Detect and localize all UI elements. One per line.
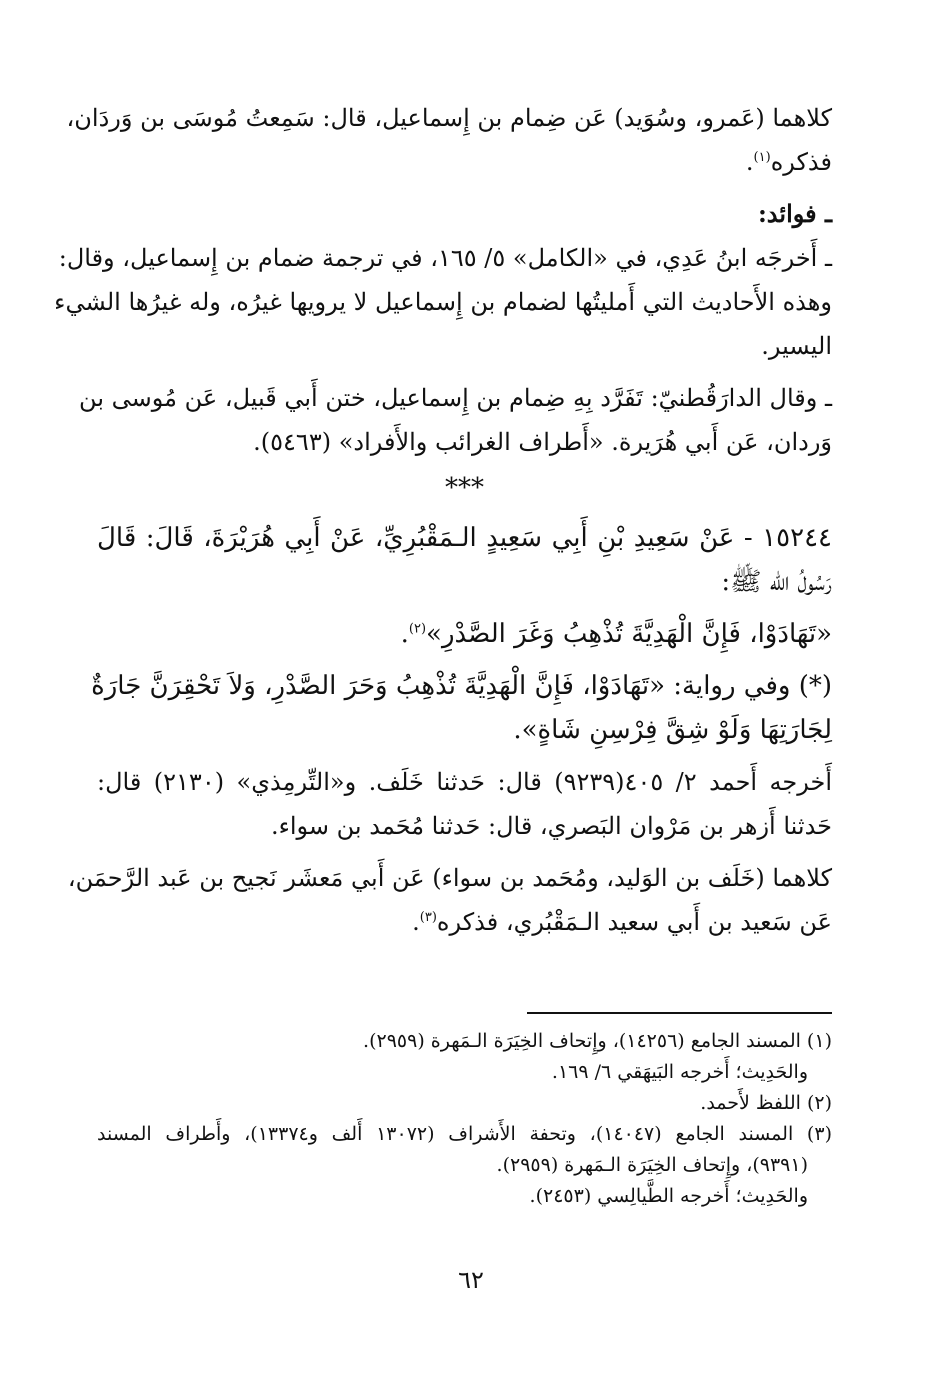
footnote-ref[interactable]: (١) <box>753 150 771 165</box>
page-number: ٦٢ <box>458 1266 484 1294</box>
footnote-divider <box>527 1012 832 1014</box>
text-line: أَخرجه أَحمد ٢/ ٤٠٥(٩٢٣٩) قال: حَدثنا خَلَف. و«التِّرمِذي» (٢١٣٠) قال: <box>97 768 832 796</box>
text-line: ـ وقال الدارَقُطنيّ: تَفَرَّد بِهِ ضِمام بن إِسماعيل، ختن أَبي قَبيل، عَن مُوسى بن <box>79 384 832 412</box>
text-fragment: «تَهَادَوْا، فَإِنَّ الْهَدِيَّةَ تُذْهِبُ وَغَرَ الصَّدْرِ» <box>426 619 832 649</box>
text-line: كلاهما (عَمرو، وسُوَيد) عَن ضِمام بن إِسماعيل، قال: سَمِعتُ مُوسَى بن وَردَان، <box>66 104 832 132</box>
text-line <box>97 900 832 944</box>
footnote: والحَدِيث؛ أَخرجه البَيهَقي ٦/ ١٦٩. <box>551 1061 808 1083</box>
footnote: (٢) اللفظ لأَحمد. <box>700 1092 832 1114</box>
footnotes <box>97 1026 832 1212</box>
text-line: وهذه الأَحاديث التي أَمليتُها لضمام بن إِسماعيل لا يرويها غيرُه، وله غيرُها الشيء <box>54 288 832 316</box>
section-heading: ـ فوائد: <box>757 199 832 228</box>
hadith-line: ١٥٢٤٤ - عَنْ سَعِيدِ بْنِ أَبِي سَعِيدٍ الـمَقْبُرِيِّ، عَنْ أَبِي هُرَيْرَةَ، قَالَ: قَالَ <box>97 523 832 553</box>
hadith-line: رَسُولُ الله ﷺ: <box>721 567 832 597</box>
hadith-variant-line: (*) وفي رواية: «تَهَادَوْا، فَإِنَّ الْهَدِيَّةَ تُذْهِبُ وَحَرَ الصَّدْرِ، وَلاَ تَحْقِرَنَّ جَارَةٌ <box>91 671 832 701</box>
hadith-text <box>97 612 832 656</box>
text-fragment: . <box>745 148 754 176</box>
text-line: اليسير. <box>761 332 832 360</box>
footnote: (١) المسند الجامع (١٤٢٥٦)، وإِتحاف الخِيَرَة الـمَهرة (٢٩٥٩). <box>363 1030 832 1052</box>
footnote: (٩٣٩١)، وإِتحاف الخِيَرَة الـمَهرة (٢٩٥٩). <box>496 1154 808 1176</box>
footnote-ref[interactable]: (٣) <box>419 910 437 925</box>
text-fragment: عَن سَعيد بن أَبي سعيد الـمَقْبُري، فذكره <box>436 908 832 936</box>
text-fragment: فذكره <box>770 148 832 176</box>
text-line <box>97 140 832 184</box>
text-line: وَردان، عَن أَبي هُرَيرة. «أَطراف الغرائب والأَفراد» (٥٤٦٣). <box>253 428 832 456</box>
text-line: كلاهما (خَلَف بن الوَليد، ومُحَمد بن سواء) عَن أَبي مَعشَر نَجيح بن عَبد الرَّحمَن، <box>67 864 832 892</box>
text-fragment: . <box>412 908 420 936</box>
section-separator: *** <box>445 473 484 503</box>
text-fragment: . <box>400 619 409 649</box>
main-text <box>54 96 832 944</box>
text-line: ـ أَخرجَه ابنُ عَدِي، في «الكامل» ٥/ ١٦٥، في ترجمة ضمام بن إِسماعيل، وقال: <box>58 244 832 272</box>
footnote: (٣) المسند الجامع (١٤٠٤٧)، وتحفة الأَشراف (١٣٠٧٢ أَلف و١٣٣٧٤)، وأَطراف المسند <box>97 1123 832 1145</box>
text-line: حَدثنا أَزهر بن مَرْوان البَصري، قال: حَدثنا مُحَمد بن سواء. <box>270 812 832 840</box>
footnote: والحَدِيث؛ أَخرجه الطَّيالِسي (٢٤٥٣). <box>529 1185 808 1207</box>
hadith-variant-line: لِجَارَتِهَا وَلَوْ شِقَّ فِرْسِنِ شَاةٍ». <box>513 715 832 745</box>
footnote-ref[interactable]: (٢) <box>408 621 427 637</box>
